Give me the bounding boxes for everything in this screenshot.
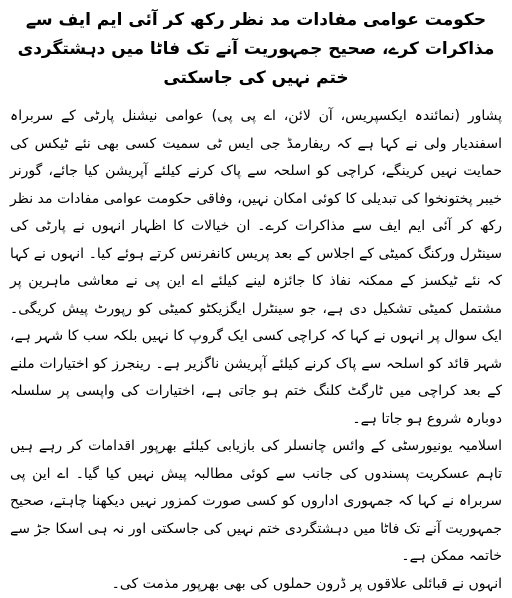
- article-paragraph: پشاور (نمائندہ ایکسپریس، آن لائن، اے پی پی) عوامی نیشنل پارٹی کے سربراہ اسفندیار ولی نے کہا ہے کہ ریفارمڈ جی ایس ٹی سمیت کسی بھی نئے ٹیکس کی حمایت نہیں کرینگے، کراچی کو اسلحہ سے پاک کرنے کیلئے آپریشن کیا جائے، گورنر خیبر پختونخوا کی تبدیلی کا کوئی امکان نہیں، وفاقی حکومت عوامی مفادات مد نظر رکھ کر آئی ایم ایف سے مذاکرات کرے۔ ان خیالات کا اظہار انہوں نے پارٹی کی سینٹرل ورکنگ کمیٹی کے اجلاس کے بعد پریس کانفرنس کرتے ہوئے کیا۔ انہوں نے کہا کہ نئے ٹیکسز کے ممکنہ نفاذ کا جائزہ لینے کیلئے اے این پی نے معاشی ماہرین پر مشتمل کمیٹی تشکیل دی ہے، جو سینٹرل ایگزیکٹو کمیٹی کو رپورٹ پیش کریگی۔ ایک سوال پر انہوں نے کہا کہ کراچی کسی ایک گروپ کا نہیں بلکہ سب کا شہر ہے، شہر قائد کو اسلحہ سے پاک کرنے کیلئے آپریشن ناگزیر ہے۔ رینجرز کو اختیارات ملنے کے بعد کراچی میں ٹارگٹ کلنگ ختم ہو جاتی ہے، اختیارات کی واپسی پر سلسلہ دوبارہ شروع ہو جاتا ہے۔: [10, 103, 502, 433]
- article-body: [10, 103, 502, 598]
- article-paragraph: انہوں نے قبائلی علاقوں پر ڈرون حملوں کی بھی بھرپور مذمت کی۔: [10, 571, 502, 598]
- article-headline: حکومت عوامی مفادات مد نظر رکھ کر آئی ایم ایف سے مذاکرات کرے، صحیح جمہوریت آنے تک فاٹا میں دہشتگردی ختم نہیں کی جاسکتی: [10, 6, 502, 93]
- article-paragraph: اسلامیہ یونیورسٹی کے وائس چانسلر کی بازیابی کیلئے بھرپور اقدامات کر رہے ہیں تاہم عسکریت پسندوں کی جانب سے کوئی مطالبہ پیش نہیں کیا گیا۔ اے این پی سربراہ نے کہا کہ جمہوری اداروں کو کسی صورت کمزور نہیں دیکھنا چاہتے، صحیح جمہوریت آنے تک فاٹا میں دہشتگردی ختم نہیں کی جاسکتی اور نہ ہی اسکا جڑ سے خاتمہ ممکن ہے۔: [10, 433, 502, 571]
